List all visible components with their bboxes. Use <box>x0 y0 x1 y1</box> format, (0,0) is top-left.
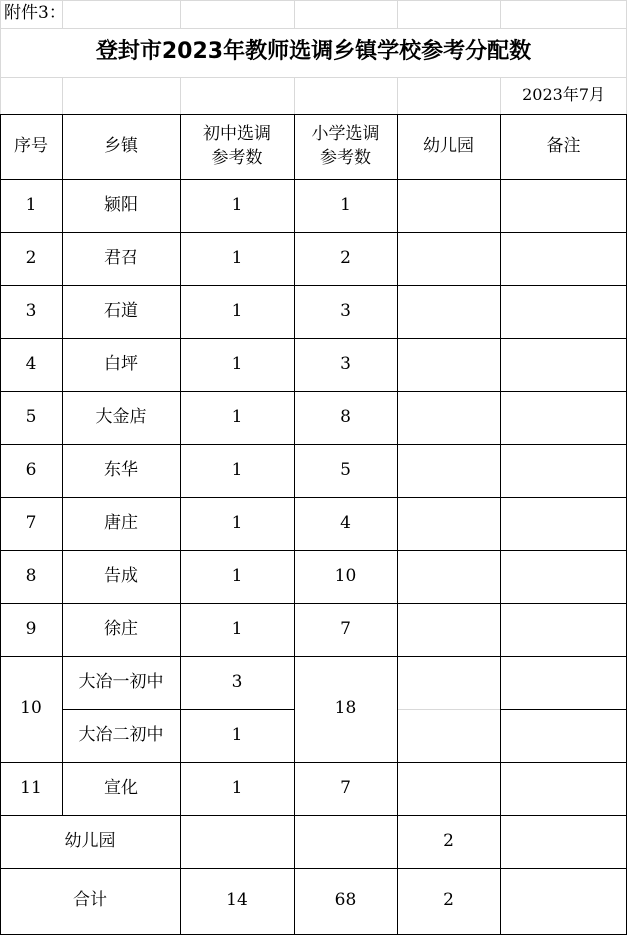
row-primary: 10 <box>334 565 357 586</box>
row11-primary: 7 <box>340 777 351 798</box>
row-middle: 1 <box>231 618 243 639</box>
total-row-middle: 14 <box>226 890 248 911</box>
row-town: 东华 <box>104 459 138 480</box>
row11-middle: 1 <box>231 777 243 798</box>
header-town: 乡镇 <box>104 135 138 156</box>
header-middle-line1: 初中选调 <box>203 123 271 144</box>
row-middle: 1 <box>231 459 243 480</box>
header-index: 序号 <box>14 135 48 156</box>
header-kindergarten: 幼儿园 <box>423 135 474 156</box>
row-index: 3 <box>25 300 37 321</box>
row-middle: 1 <box>231 565 243 586</box>
row-index: 8 <box>25 565 37 586</box>
row-middle: 1 <box>231 353 243 374</box>
page-title: 登封市2023年教师选调乡镇学校参考分配数 <box>95 39 532 65</box>
row-town: 石道 <box>104 300 138 321</box>
row-town: 唐庄 <box>104 512 138 533</box>
table-border <box>397 114 398 935</box>
row-town: 白坪 <box>104 353 138 374</box>
kindergarten-row-value: 2 <box>443 830 454 851</box>
table-border <box>500 709 627 710</box>
gridline <box>397 709 500 710</box>
row-primary: 2 <box>340 247 351 268</box>
row-town: 告成 <box>104 565 138 586</box>
row-index: 7 <box>25 512 37 533</box>
gridline <box>294 0 295 28</box>
header-notes: 备注 <box>546 135 581 156</box>
row-index: 2 <box>25 247 37 268</box>
row-primary: 7 <box>340 618 351 639</box>
row-middle: 1 <box>231 194 243 215</box>
row-middle: 1 <box>231 247 243 268</box>
gridline <box>397 0 398 28</box>
total-row-kindergarten: 2 <box>443 890 454 911</box>
row-middle: 1 <box>231 406 243 427</box>
date-label: 2023年7月 <box>522 85 605 105</box>
row-index: 1 <box>25 194 37 215</box>
gridline <box>180 77 181 114</box>
row-middle: 1 <box>231 512 243 533</box>
row-index: 9 <box>25 618 37 639</box>
row-index: 5 <box>25 406 37 427</box>
row10-index: 10 <box>20 698 42 719</box>
gridline <box>294 77 295 114</box>
row-index: 4 <box>25 353 37 374</box>
row11-town: 宣化 <box>104 777 138 798</box>
gridline <box>500 0 501 28</box>
row-town: 君召 <box>104 247 138 268</box>
header-middle-school <box>180 114 294 179</box>
gridline <box>180 0 181 28</box>
row-primary: 1 <box>340 194 351 215</box>
total-row-primary: 68 <box>334 890 357 911</box>
row10-town-b: 大冶二初中 <box>78 724 164 745</box>
attachment-label: 附件3： <box>4 3 66 24</box>
row10-primary: 18 <box>334 698 357 719</box>
row10-middle-b: 1 <box>231 724 243 745</box>
row-town: 徐庄 <box>104 618 138 639</box>
header-primary-line1: 小学选调 <box>311 123 380 144</box>
row-town: 颍阳 <box>104 194 138 215</box>
row-primary: 3 <box>340 300 351 321</box>
row-middle: 1 <box>231 300 243 321</box>
total-row-label: 合计 <box>73 890 107 911</box>
row-primary: 4 <box>340 512 351 533</box>
row-index: 6 <box>25 459 37 480</box>
header-middle-line2: 参考数 <box>211 147 263 168</box>
row-primary: 3 <box>340 353 351 374</box>
header-primary-school <box>294 114 397 179</box>
row-town: 大金店 <box>95 406 147 427</box>
row10-town-a: 大冶一初中 <box>78 671 164 692</box>
header-primary-line2: 参考数 <box>320 147 371 168</box>
row-primary: 8 <box>340 406 351 427</box>
table-border <box>500 114 501 935</box>
row11-index: 11 <box>20 777 42 798</box>
kindergarten-row-label: 幼儿园 <box>64 830 116 851</box>
row10-middle-a: 3 <box>231 671 243 692</box>
gridline <box>62 77 63 114</box>
row-primary: 5 <box>340 459 351 480</box>
